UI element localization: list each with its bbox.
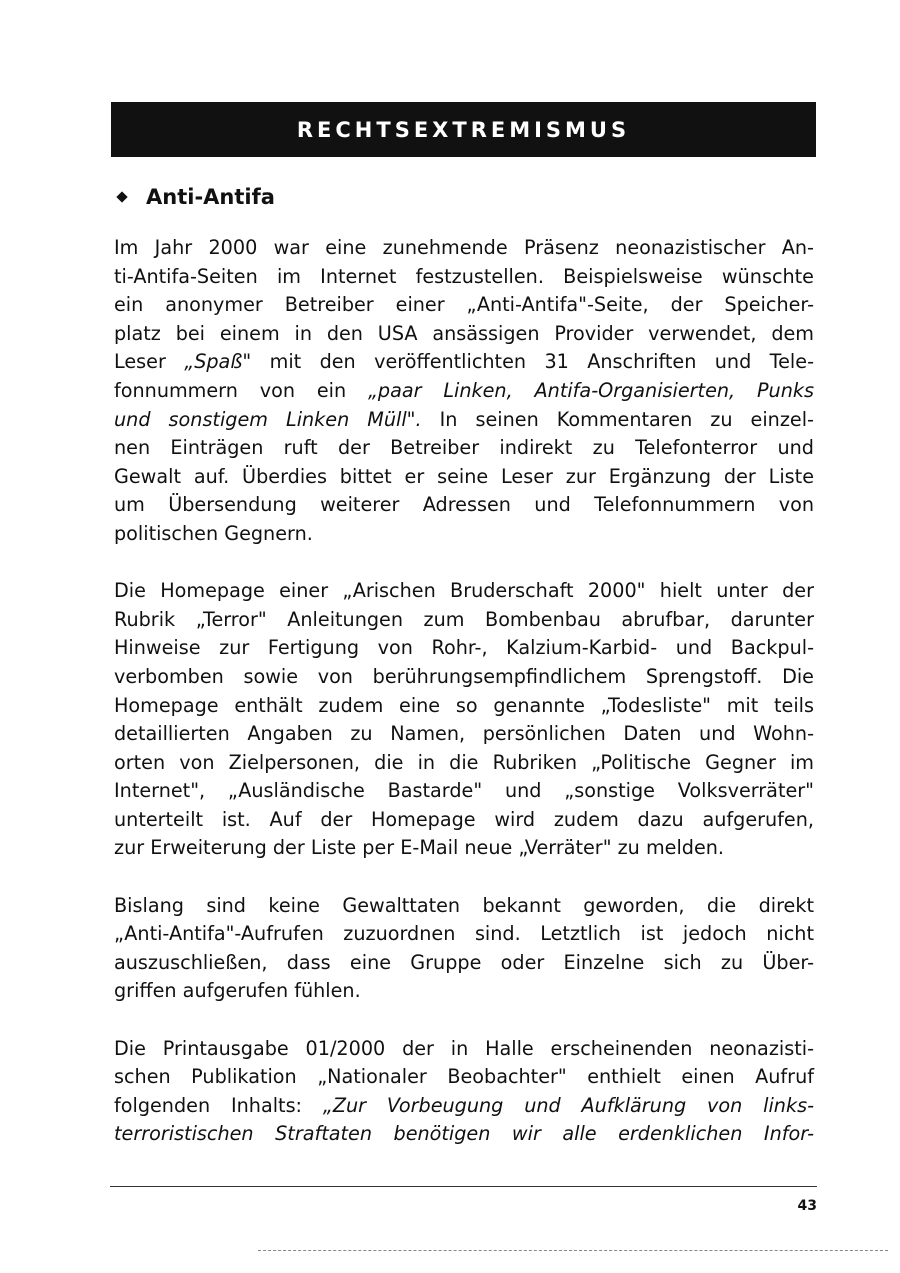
text-run: fonnummern von ein [114,378,368,402]
text-line [114,720,814,749]
text-run: nen Einträgen ruft der Betreiber indirekt zu Telefonterror und [114,436,814,460]
text-run: Homepage enthält zudem eine so genannte „Todesliste" mit teils [114,693,814,717]
text-run: verbomben sowie von berührungsempfindlichem Sprengstoff. Die [114,664,814,688]
italic-quote: „Zur Vorbeugung und Aufklärung von links- [322,1093,815,1117]
text-line [114,234,814,263]
text-line [114,434,814,463]
text-line [114,263,814,292]
paragraph [114,1035,814,1149]
header-title: RECHTSEXTREMISMUS [296,117,631,142]
text-run: Hinweise zur Fertigung von Rohr-, Kalzium-Karbid- und Backpul- [114,636,814,660]
paragraph [114,234,814,549]
text-line [114,1092,814,1121]
text-line [114,949,814,978]
text-run: folgenden Inhalts: [114,1093,323,1117]
text-run: griffen aufgerufen fühlen. [114,979,361,1003]
text-run: orten von Zielpersonen, die in die Rubriken „Politische Gegner im [114,750,814,774]
text-line [114,920,814,949]
footer-divider [110,1186,817,1187]
italic-quote: „Spaß" [184,350,252,374]
section-heading-text: Anti-Antifa [146,185,275,209]
text-line [114,777,814,806]
text-run: detaillierten Angaben zu Namen, persönlichen Daten und Wohn- [114,722,814,746]
text-line [114,663,814,692]
text-line [114,406,814,435]
text-run: Rubrik „Terror" Anleitungen zum Bombenbau abrufbar, darunter [114,607,814,631]
text-run: um Übersendung weiterer Adressen und Telefonnummern von [114,493,814,517]
text-line [114,749,814,778]
body-text [114,234,814,1149]
text-run: politischen Gegnern. [114,521,313,545]
text-line [114,634,814,663]
text-line [114,377,814,406]
text-line [114,1063,814,1092]
text-run: Internet", „Ausländische Bastarde" und „sonstige Volksverräter" [114,779,814,803]
text-line [114,1035,814,1064]
text-line [114,491,814,520]
text-run: Die Printausgabe 01/2000 der in Halle erscheinenden neonazisti- [114,1036,814,1060]
italic-quote: terroristischen Straftaten benötigen wir alle erdenklichen Infor- [114,1122,814,1146]
page-number: 43 [797,1198,817,1214]
text-run: In seinen Kommentaren zu einzel- [421,407,814,431]
paragraph [114,892,814,1006]
text-line [114,463,814,492]
text-line [114,520,814,549]
text-line [114,291,814,320]
text-run: auszuschließen, dass eine Gruppe oder Einzelne sich zu Über- [114,950,814,974]
text-line [114,834,814,863]
text-run: Gewalt auf. Überdies bittet er seine Leser zur Ergänzung der Liste [114,464,814,488]
text-run: „Anti-Antifa"-Aufrufen zuzuordnen sind. Letztlich ist jedoch nicht [114,922,814,946]
text-line [114,606,814,635]
text-run: unterteilt ist. Auf der Homepage wird zudem dazu aufgerufen, [114,807,814,831]
scan-artifact-line [258,1250,888,1251]
text-run: ein anonymer Betreiber einer „Anti-Antifa"-Seite, der Speicher- [114,293,814,317]
text-run: Die Homepage einer „Arischen Bruderschaft 2000" hielt unter der [114,579,814,603]
text-run: platz bei einem in den USA ansässigen Provider verwendet, dem [114,321,814,345]
text-run: zur Erweiterung der Liste per E-Mail neue „Verräter" zu melden. [114,836,725,860]
text-line [114,577,814,606]
text-line [114,348,814,377]
paragraph [114,577,814,863]
diamond-bullet-icon [116,191,127,202]
text-line [114,806,814,835]
text-line [114,320,814,349]
text-run: ti-Antifa-Seiten im Internet festzustellen. Beispielsweise wünschte [114,264,814,288]
text-run: Im Jahr 2000 war eine zunehmende Präsenz neonazistischer An- [114,236,814,259]
text-line [114,1120,814,1149]
text-run: mit den veröffentlichten 31 Anschriften und Tele- [251,350,814,374]
section-header-bar [111,102,816,157]
text-run: Bislang sind keine Gewalttaten bekannt geworden, die direkt [114,893,814,917]
text-run: schen Publikation „Nationaler Beobachter" enthielt einen Aufruf [114,1065,814,1089]
italic-quote: und sonstigem Linken Müll". [114,407,422,431]
text-run: Leser [114,350,185,374]
italic-quote: „paar Linken, Antifa-Organisierten, Punks [367,378,814,402]
text-line [114,977,814,1006]
section-heading [116,182,275,212]
text-line [114,892,814,921]
text-line [114,692,814,721]
